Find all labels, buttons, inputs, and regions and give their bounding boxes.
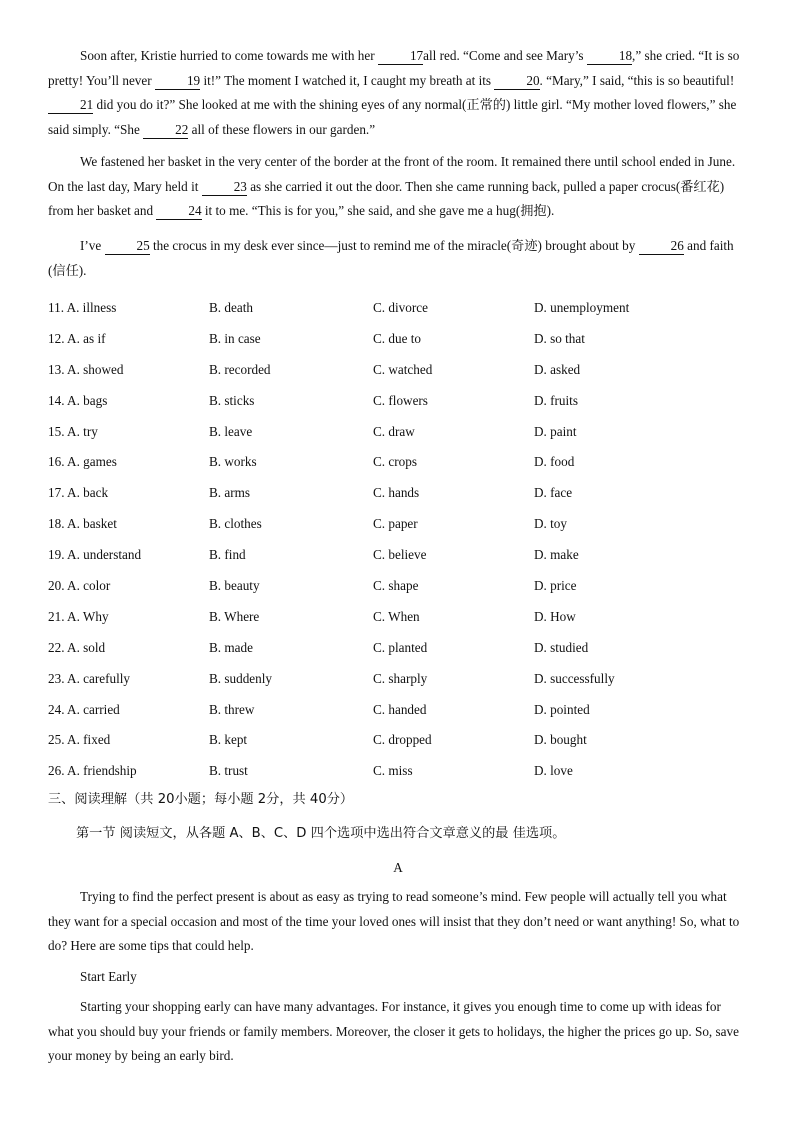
blank-19: 19 xyxy=(155,73,200,90)
passage-paragraph-1 xyxy=(48,44,748,142)
option-c[interactable]: C. crops xyxy=(373,454,417,470)
option-row-16 xyxy=(48,447,748,478)
reading-paragraph-2: Starting your shopping early can have many advantages. For instance, it gives you enough time to come up with ideas for what you should buy your friends or family members. Moreover, the closer it gets to holidays, the higher the prices go up. So, save your money by being an early bird. xyxy=(48,999,739,1063)
option-d[interactable]: D. food xyxy=(534,454,575,470)
option-b[interactable]: B. death xyxy=(209,300,253,315)
option-a[interactable]: 19. A. understand xyxy=(48,547,142,563)
option-d[interactable]: D. pointed xyxy=(534,701,590,717)
option-b[interactable]: B. threw xyxy=(209,701,255,717)
option-row-22 xyxy=(48,633,748,664)
option-row-13 xyxy=(48,355,748,386)
option-a[interactable]: 23. A. carefully xyxy=(48,670,131,686)
answer-options-list xyxy=(48,293,748,787)
blank-20: 20 xyxy=(494,73,539,90)
option-a[interactable]: 17. A. back xyxy=(48,485,109,501)
option-a[interactable]: 24. A. carried xyxy=(48,701,120,717)
text: ,” she cried. “It is so pretty! You’ll never xyxy=(48,48,740,88)
option-c[interactable]: C. flowers xyxy=(373,392,428,408)
option-c[interactable]: C. miss xyxy=(373,763,413,779)
option-d[interactable]: D. bought xyxy=(534,732,587,748)
text: all of these flowers in our garden.” xyxy=(188,121,376,137)
option-d[interactable]: D. so that xyxy=(534,330,585,346)
option-d[interactable]: D. unemployment xyxy=(534,300,630,315)
option-c[interactable]: C. paper xyxy=(373,516,418,532)
text: it!” The moment I watched it, I caught my breath at its xyxy=(200,72,495,88)
option-a[interactable]: 14. A. bags xyxy=(48,392,108,408)
option-c[interactable]: C. planted xyxy=(373,639,428,655)
passage-paragraph-2 xyxy=(48,150,748,224)
option-d[interactable]: D. make xyxy=(534,547,579,563)
blank-18: 18 xyxy=(587,48,632,65)
text: all red. “Come and see Mary’s xyxy=(423,48,587,63)
option-c[interactable]: C. due to xyxy=(373,330,421,346)
option-b[interactable]: B. in case xyxy=(209,330,261,346)
text: it to me. “This is for you,” she said, and she gave me a hug(拥抱). xyxy=(201,203,555,218)
option-row-21 xyxy=(48,602,748,633)
option-c[interactable]: C. divorce xyxy=(373,300,428,315)
option-b[interactable]: B. sticks xyxy=(209,392,255,408)
option-a[interactable]: 13. A. showed xyxy=(48,361,124,377)
text: did you do it?” She looked at me with the shining eyes of any normal(正常的) little girl. “My mother loved flowers,” she said simply. “She xyxy=(48,97,737,137)
option-b[interactable]: B. beauty xyxy=(209,578,260,594)
option-a[interactable]: 18. A. basket xyxy=(48,516,117,532)
text: I’ve xyxy=(80,238,105,253)
option-a[interactable]: 16. A. games xyxy=(48,454,117,470)
blank-26: 26 xyxy=(639,238,684,255)
option-c[interactable]: C. watched xyxy=(373,361,433,377)
option-a[interactable]: 25. A. fixed xyxy=(48,732,111,748)
blank-24: 24 xyxy=(156,203,201,220)
option-row-17 xyxy=(48,478,748,509)
option-row-23 xyxy=(48,664,748,695)
option-a[interactable]: 26. A. friendship xyxy=(48,763,137,779)
option-b[interactable]: B. leave xyxy=(209,423,253,439)
option-row-24 xyxy=(48,695,748,726)
option-c[interactable]: C. handed xyxy=(373,701,427,717)
option-b[interactable]: B. works xyxy=(209,454,257,470)
option-b[interactable]: B. kept xyxy=(209,732,248,748)
option-b[interactable]: B. trust xyxy=(209,763,248,779)
option-b[interactable]: B. clothes xyxy=(209,516,262,532)
option-a[interactable]: 21. A. Why xyxy=(48,608,109,624)
option-b[interactable]: B. recorded xyxy=(209,361,271,377)
option-row-15 xyxy=(48,417,748,448)
option-d[interactable]: D. successfully xyxy=(534,670,615,686)
option-c[interactable]: C. believe xyxy=(373,547,427,563)
passage-paragraph-3 xyxy=(48,234,748,283)
reading-subheading: Start Early xyxy=(80,969,137,984)
blank-25: 25 xyxy=(105,238,150,255)
option-c[interactable]: C. dropped xyxy=(373,732,432,748)
option-d[interactable]: D. toy xyxy=(534,516,567,532)
option-d[interactable]: D. fruits xyxy=(534,392,578,408)
option-b[interactable]: B. made xyxy=(209,639,253,655)
option-c[interactable]: C. When xyxy=(373,608,420,624)
option-row-20 xyxy=(48,571,748,602)
option-d[interactable]: D. asked xyxy=(534,361,581,377)
passage-letter: A xyxy=(393,860,403,875)
text: as she carried it out the door. Then she came running back, pulled a paper crocus(番红花) from her basket and xyxy=(48,178,725,218)
option-row-11 xyxy=(48,293,748,324)
option-b[interactable]: B. find xyxy=(209,547,246,563)
section-instruction: 第一节 阅读短文，从各题 A、B、C、D 四个选项中选出符合文章意义的最 佳选项。 xyxy=(76,826,566,841)
option-d[interactable]: D. How xyxy=(534,608,576,624)
option-d[interactable]: D. price xyxy=(534,578,577,594)
option-c[interactable]: C. shape xyxy=(373,578,419,594)
option-a[interactable]: 22. A. sold xyxy=(48,639,106,655)
option-row-14 xyxy=(48,386,748,417)
blank-22: 22 xyxy=(143,122,188,139)
option-d[interactable]: D. paint xyxy=(534,423,577,439)
section-heading: 三、阅读理解（共 20小题；每小题 2分，共 40分） xyxy=(48,792,354,807)
blank-21: 21 xyxy=(48,97,93,114)
option-b[interactable]: B. suddenly xyxy=(209,670,273,686)
option-d[interactable]: D. love xyxy=(534,763,573,779)
option-a[interactable]: 11. A. illness xyxy=(48,300,117,315)
option-a[interactable]: 12. A. as if xyxy=(48,330,106,346)
option-a[interactable]: 15. A. try xyxy=(48,423,98,439)
option-b[interactable]: B. Where xyxy=(209,608,260,624)
option-d[interactable]: D. studied xyxy=(534,639,589,655)
text: . “Mary,” I said, “this is so beautiful! xyxy=(539,72,735,88)
option-c[interactable]: C. hands xyxy=(373,485,420,501)
option-row-26 xyxy=(48,756,748,787)
text: Soon after, Kristie hurried to come towards me with her xyxy=(80,48,378,63)
option-c[interactable]: C. sharply xyxy=(373,670,428,686)
blank-23: 23 xyxy=(202,179,247,196)
text: the crocus in my desk ever since—just to remind me of the miracle(奇迹) brought about by xyxy=(149,238,639,253)
text: and faith (信任). xyxy=(48,238,734,278)
option-d[interactable]: D. face xyxy=(534,485,573,501)
option-row-19 xyxy=(48,540,748,571)
option-row-25 xyxy=(48,725,748,756)
text: We fastened her basket in the very center of the border at the front of the room. It remained there until school ended in June. On the last day, Mary held it xyxy=(48,154,736,194)
blank-17: 17 xyxy=(378,48,423,65)
option-b[interactable]: B. arms xyxy=(209,485,251,501)
option-a[interactable]: 20. A. color xyxy=(48,578,111,594)
reading-paragraph-1: Trying to find the perfect present is about as easy as trying to read someone’s mind. Few people will actually tell you what they want for a special occasion and most of the time your loved ones will insist that they don’t need or want anything! So, what to do? Here are some tips that could help. xyxy=(48,889,740,953)
option-c[interactable]: C. draw xyxy=(373,423,415,439)
option-row-12 xyxy=(48,324,748,355)
option-row-18 xyxy=(48,509,748,540)
